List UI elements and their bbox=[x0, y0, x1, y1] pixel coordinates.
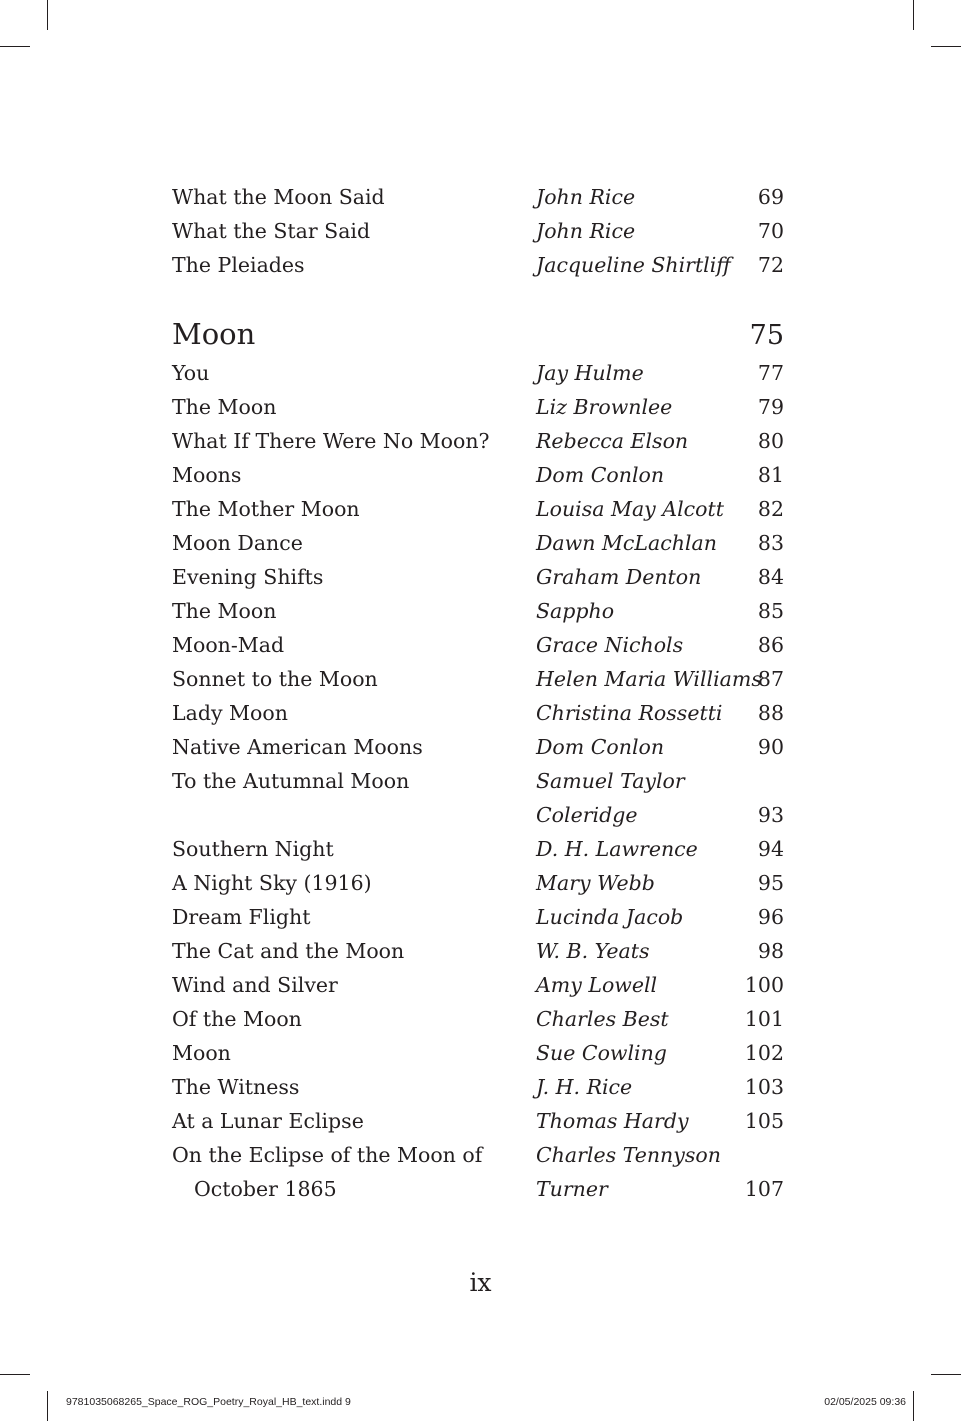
toc-entry-author: Turner bbox=[536, 1177, 608, 1201]
toc-entry-page: 96 bbox=[757, 905, 784, 929]
toc-entry bbox=[172, 832, 784, 866]
toc-entry bbox=[172, 560, 784, 594]
toc-entry-author: Christina Rossetti bbox=[536, 701, 723, 725]
toc-entry-page: 82 bbox=[757, 497, 784, 521]
toc-entry-author: Rebecca Elson bbox=[536, 429, 689, 453]
toc-entry-author: Dom Conlon bbox=[536, 463, 665, 487]
toc-entry-title: Southern Night bbox=[172, 837, 334, 861]
toc-entry-author: Helen Maria Williams bbox=[536, 667, 762, 691]
toc-entry-title: The Moon bbox=[172, 395, 277, 419]
toc-entry-title: Moon Dance bbox=[172, 531, 303, 555]
toc-entry-title: Moon bbox=[172, 1041, 231, 1065]
toc-entry-title: A Night Sky (1916) bbox=[172, 871, 372, 895]
toc-entry-page: 100 bbox=[744, 973, 784, 997]
toc-entry-title: What the Star Said bbox=[172, 219, 371, 243]
toc-entry bbox=[172, 968, 784, 1002]
toc-entry-title: Wind and Silver bbox=[172, 973, 338, 997]
toc-entry-page: 102 bbox=[744, 1041, 784, 1065]
section-spacer bbox=[172, 282, 784, 312]
crop-mark-top-left bbox=[47, 0, 48, 30]
toc-entry-author: Thomas Hardy bbox=[536, 1109, 689, 1133]
toc-entry-title: Dream Flight bbox=[172, 905, 311, 929]
toc-entry-page: 105 bbox=[744, 1109, 784, 1133]
toc-entry bbox=[172, 214, 784, 248]
toc-entry-page: 81 bbox=[757, 463, 784, 487]
toc-entry bbox=[172, 356, 784, 390]
toc-entry bbox=[172, 798, 784, 832]
toc-entry-page: 88 bbox=[757, 701, 784, 725]
toc-entry-title: Native American Moons bbox=[172, 735, 423, 759]
toc-entry-page: 85 bbox=[757, 599, 784, 623]
slug-date-time: 02/05/2025 09:36 bbox=[824, 1396, 906, 1408]
crop-mark-bottom-right bbox=[913, 1391, 914, 1421]
toc-entry-title: October 1865 bbox=[194, 1177, 337, 1201]
toc-entry bbox=[172, 730, 784, 764]
toc-entry-author: Dom Conlon bbox=[536, 735, 665, 759]
toc-entry bbox=[172, 180, 784, 214]
toc-entry bbox=[172, 1070, 784, 1104]
toc-entry-title: The Witness bbox=[172, 1075, 300, 1099]
crop-mark-top-left-h bbox=[0, 46, 30, 47]
toc-entry-author: Louisa May Alcott bbox=[536, 497, 724, 521]
toc-entry bbox=[172, 866, 784, 900]
toc-entry-author: Jay Hulme bbox=[536, 361, 644, 385]
toc-entry-page: 101 bbox=[744, 1007, 784, 1031]
toc-entry-author: Mary Webb bbox=[536, 871, 655, 895]
toc-entry-title: The Pleiades bbox=[172, 253, 305, 277]
toc-entry-author: Sue Cowling bbox=[536, 1041, 667, 1065]
toc-entry-author: Jacqueline Shirtliff bbox=[536, 253, 731, 277]
toc-entry bbox=[172, 492, 784, 526]
toc-entry bbox=[172, 764, 784, 798]
toc-entry bbox=[172, 424, 784, 458]
crop-mark-bottom-left bbox=[47, 1391, 48, 1421]
toc-entry-page: 90 bbox=[757, 735, 784, 759]
toc-entry-author: Coleridge bbox=[536, 803, 638, 827]
toc-entry bbox=[172, 1172, 784, 1206]
toc-entry-title: To the Autumnal Moon bbox=[172, 769, 410, 793]
toc-entry bbox=[172, 526, 784, 560]
crop-mark-bottom-left-h bbox=[0, 1374, 30, 1375]
toc-entry-title: Evening Shifts bbox=[172, 565, 324, 589]
toc-entry bbox=[172, 390, 784, 424]
toc-group-moon bbox=[172, 356, 784, 1206]
toc-entry-title: Moon-Mad bbox=[172, 633, 285, 657]
toc-entry-page: 93 bbox=[757, 803, 784, 827]
slug-file-name: 9781035068265_Space_ROG_Poetry_Royal_HB_text.indd 9 bbox=[66, 1396, 351, 1408]
toc-entry-author: Graham Denton bbox=[536, 565, 702, 589]
toc-entry-title: You bbox=[172, 361, 210, 385]
toc-entry-title: On the Eclipse of the Moon of bbox=[172, 1143, 483, 1167]
toc-entry bbox=[172, 900, 784, 934]
toc-entry-page: 87 bbox=[757, 667, 784, 691]
toc-entry-page: 72 bbox=[757, 253, 784, 277]
section-heading bbox=[172, 312, 784, 356]
toc-entry bbox=[172, 696, 784, 730]
toc-entry bbox=[172, 662, 784, 696]
toc-entry bbox=[172, 1104, 784, 1138]
toc-entry-page: 94 bbox=[757, 837, 784, 861]
toc-entry bbox=[172, 248, 784, 282]
crop-mark-top-right bbox=[913, 0, 914, 30]
toc-entry-author: Amy Lowell bbox=[536, 973, 658, 997]
toc-entry-author: Charles Tennyson bbox=[536, 1143, 721, 1167]
table-of-contents bbox=[172, 180, 784, 1206]
toc-entry-title: The Cat and the Moon bbox=[172, 939, 405, 963]
toc-entry bbox=[172, 458, 784, 492]
toc-entry-page: 107 bbox=[744, 1177, 784, 1201]
toc-entry-title: The Moon bbox=[172, 599, 277, 623]
toc-entry-title: Sonnet to the Moon bbox=[172, 667, 378, 691]
toc-entry-page: 70 bbox=[757, 219, 784, 243]
toc-entry bbox=[172, 934, 784, 968]
toc-entry-title: Lady Moon bbox=[172, 701, 288, 725]
toc-entry-page: 103 bbox=[744, 1075, 784, 1099]
toc-entry-title: Moons bbox=[172, 463, 242, 487]
toc-entry-author: John Rice bbox=[536, 219, 636, 243]
toc-entry-page: 69 bbox=[757, 185, 784, 209]
section-title: Moon bbox=[172, 317, 256, 351]
toc-entry bbox=[172, 1138, 784, 1172]
toc-entry-page: 83 bbox=[757, 531, 784, 555]
toc-entry-author: Grace Nichols bbox=[536, 633, 684, 657]
toc-group-top bbox=[172, 180, 784, 282]
toc-entry-author: Lucinda Jacob bbox=[536, 905, 684, 929]
toc-entry-title: Of the Moon bbox=[172, 1007, 302, 1031]
toc-entry-author: W. B. Yeats bbox=[536, 939, 650, 963]
toc-entry-title: At a Lunar Eclipse bbox=[172, 1109, 364, 1133]
toc-entry-author: J. H. Rice bbox=[536, 1075, 633, 1099]
toc-entry-page: 80 bbox=[757, 429, 784, 453]
toc-entry-page: 77 bbox=[757, 361, 784, 385]
toc-entry bbox=[172, 1036, 784, 1070]
crop-mark-bottom-right-h bbox=[931, 1374, 961, 1375]
toc-entry-author: Sappho bbox=[536, 599, 615, 623]
toc-entry-page: 98 bbox=[757, 939, 784, 963]
toc-entry-author: D. H. Lawrence bbox=[536, 837, 698, 861]
crop-mark-top-right-h bbox=[931, 46, 961, 47]
toc-entry-page: 79 bbox=[757, 395, 784, 419]
toc-entry-author: Dawn McLachlan bbox=[536, 531, 717, 555]
toc-entry bbox=[172, 594, 784, 628]
toc-entry-author: Samuel Taylor bbox=[536, 769, 685, 793]
toc-entry-author: Charles Best bbox=[536, 1007, 669, 1031]
toc-entry-title: The Mother Moon bbox=[172, 497, 360, 521]
toc-entry-page: 84 bbox=[757, 565, 784, 589]
toc-entry-author: Liz Brownlee bbox=[536, 395, 673, 419]
section-page-number: 75 bbox=[749, 320, 784, 351]
page-folio: ix bbox=[469, 1268, 492, 1297]
toc-entry-title: What If There Were No Moon? bbox=[172, 429, 490, 453]
toc-entry-page: 95 bbox=[757, 871, 784, 895]
toc-entry-page: 86 bbox=[757, 633, 784, 657]
toc-entry-author: John Rice bbox=[536, 185, 636, 209]
toc-entry-title: What the Moon Said bbox=[172, 185, 385, 209]
toc-entry bbox=[172, 628, 784, 662]
toc-entry bbox=[172, 1002, 784, 1036]
